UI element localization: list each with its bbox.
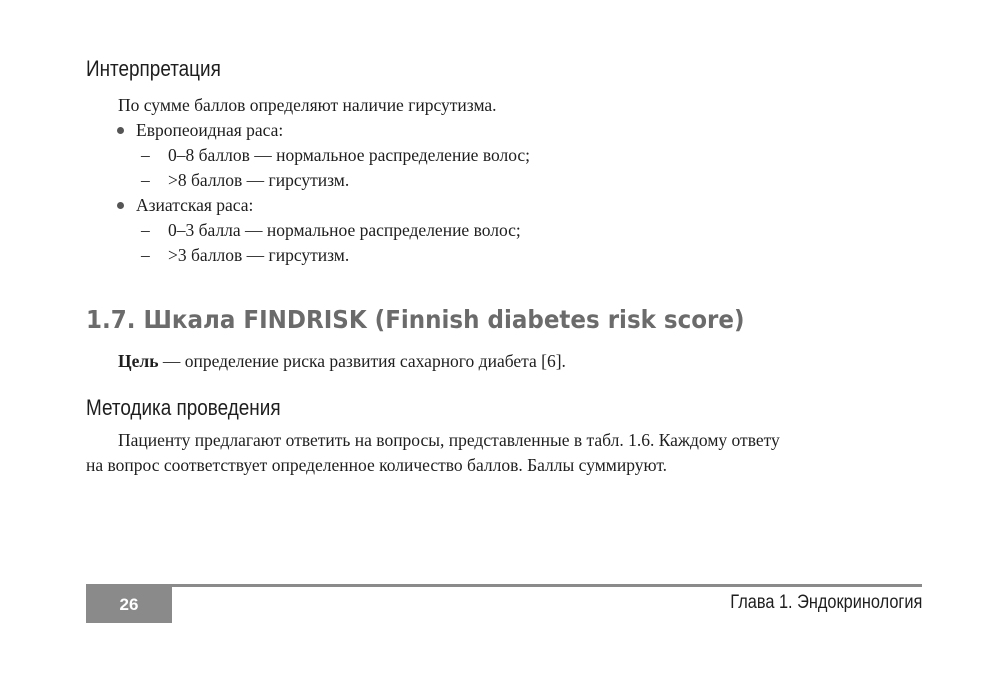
methodology-line-1: Пациенту предлагают ответить на вопросы, представленные в табл. 1.6. Каждому ответу [118, 430, 780, 450]
list-item: >3 баллов — гирсутизм. [168, 245, 350, 265]
interpretation-intro: По сумме баллов определяют наличие гирсутизма. [118, 95, 497, 115]
methodology-heading: Методика проведения [86, 395, 281, 420]
interpretation-heading: Интерпретация [86, 56, 221, 81]
group-label-asian: Азиатская раса: [136, 195, 254, 215]
bullet-dot-icon [117, 127, 124, 134]
bullet-dot-icon [117, 202, 124, 209]
section-title: 1.7. Шкала FINDRISK (Finnish diabetes risk score) [86, 305, 745, 334]
dash-icon: – [141, 170, 150, 190]
group-label-european: Европеоидная раса: [136, 120, 284, 140]
goal-text: — определение риска развития сахарного диабета [6]. [158, 351, 566, 371]
dash-icon: – [141, 220, 150, 240]
chapter-title: Глава 1. Эндокринология [729, 592, 922, 613]
footer-rule [86, 584, 922, 587]
list-item: 0–3 балла — нормальное распределение волос; [168, 220, 521, 240]
goal-line [118, 349, 566, 374]
dash-icon: – [141, 145, 150, 165]
goal-label: Цель [118, 351, 159, 371]
page-number: 26 [86, 587, 172, 623]
dash-icon: – [141, 245, 150, 265]
methodology-line-2: на вопрос соответствует определенное количество баллов. Баллы суммируют. [86, 455, 668, 475]
list-item: 0–8 баллов — нормальное распределение волос; [168, 145, 531, 165]
list-item: >8 баллов — гирсутизм. [168, 170, 350, 190]
